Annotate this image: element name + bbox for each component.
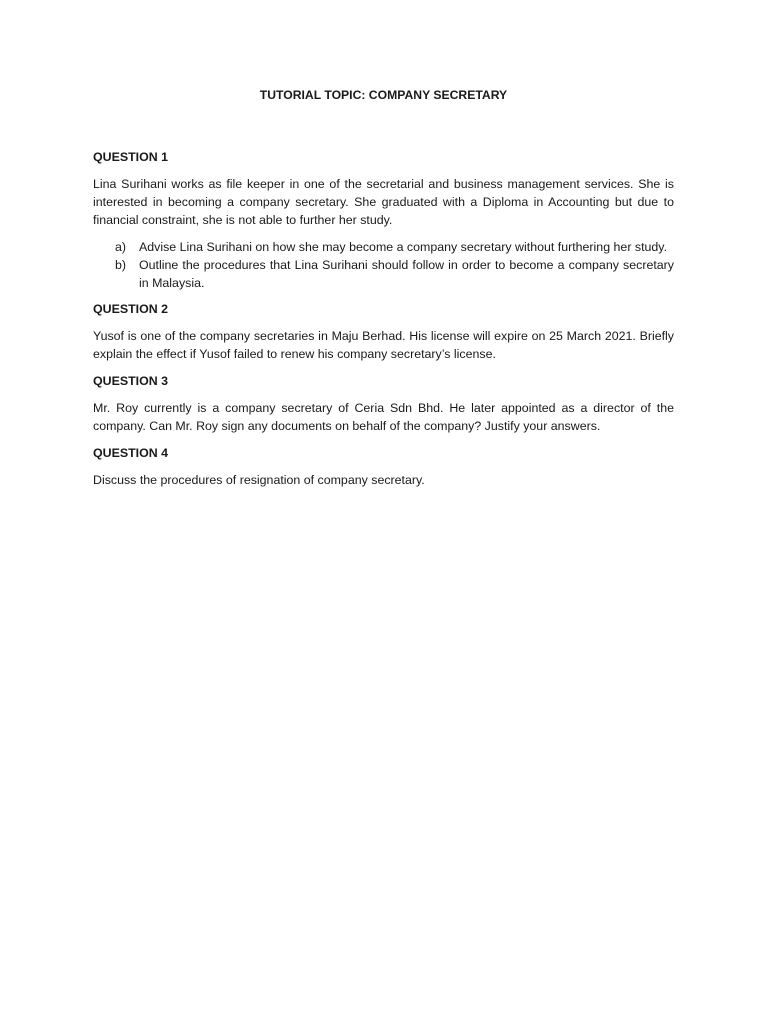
document-page <box>93 86 674 498</box>
question-heading: QUESTION 2 <box>93 302 169 316</box>
sub-question-marker: b) <box>115 258 127 272</box>
question-heading: QUESTION 4 <box>93 446 169 460</box>
question-paragraph: Yusof is one of the company secretaries in Maju Berhad. His license will expire on 25 March 2021. Briefly explain the effect if Yusof failed to renew his company secretary’s license. <box>93 329 674 361</box>
question-1 <box>93 148 674 292</box>
document-title: TUTORIAL TOPIC: COMPANY SECRETARY <box>259 88 508 102</box>
question-heading: QUESTION 1 <box>93 150 169 164</box>
question-3 <box>93 372 674 435</box>
question-paragraph: Mr. Roy currently is a company secretary of Ceria Sdn Bhd. He later appointed as a director of the company. Can Mr. Roy sign any documents on behalf of the company? Justify your answers. <box>93 401 674 433</box>
sub-question-list <box>93 238 674 292</box>
question-paragraph: Lina Surihani works as file keeper in one of the secretarial and business management services. She is interested in becoming a company secretary. She graduated with a Diploma in Accounting but due to financial constraint, she is not able to further her study. <box>93 177 674 227</box>
sub-question-b <box>93 256 674 292</box>
sub-question-marker: a) <box>115 240 127 254</box>
question-heading: QUESTION 3 <box>93 374 169 388</box>
sub-question-text: Outline the procedures that Lina Surihani should follow in order to become a company secretary in Malaysia. <box>139 258 674 290</box>
question-2 <box>93 300 674 363</box>
question-paragraph: Discuss the procedures of resignation of company secretary. <box>93 473 425 487</box>
sub-question-text: Advise Lina Surihani on how she may become a company secretary without furthering her study. <box>139 240 668 254</box>
question-4 <box>93 444 674 489</box>
sub-question-a <box>93 238 674 256</box>
